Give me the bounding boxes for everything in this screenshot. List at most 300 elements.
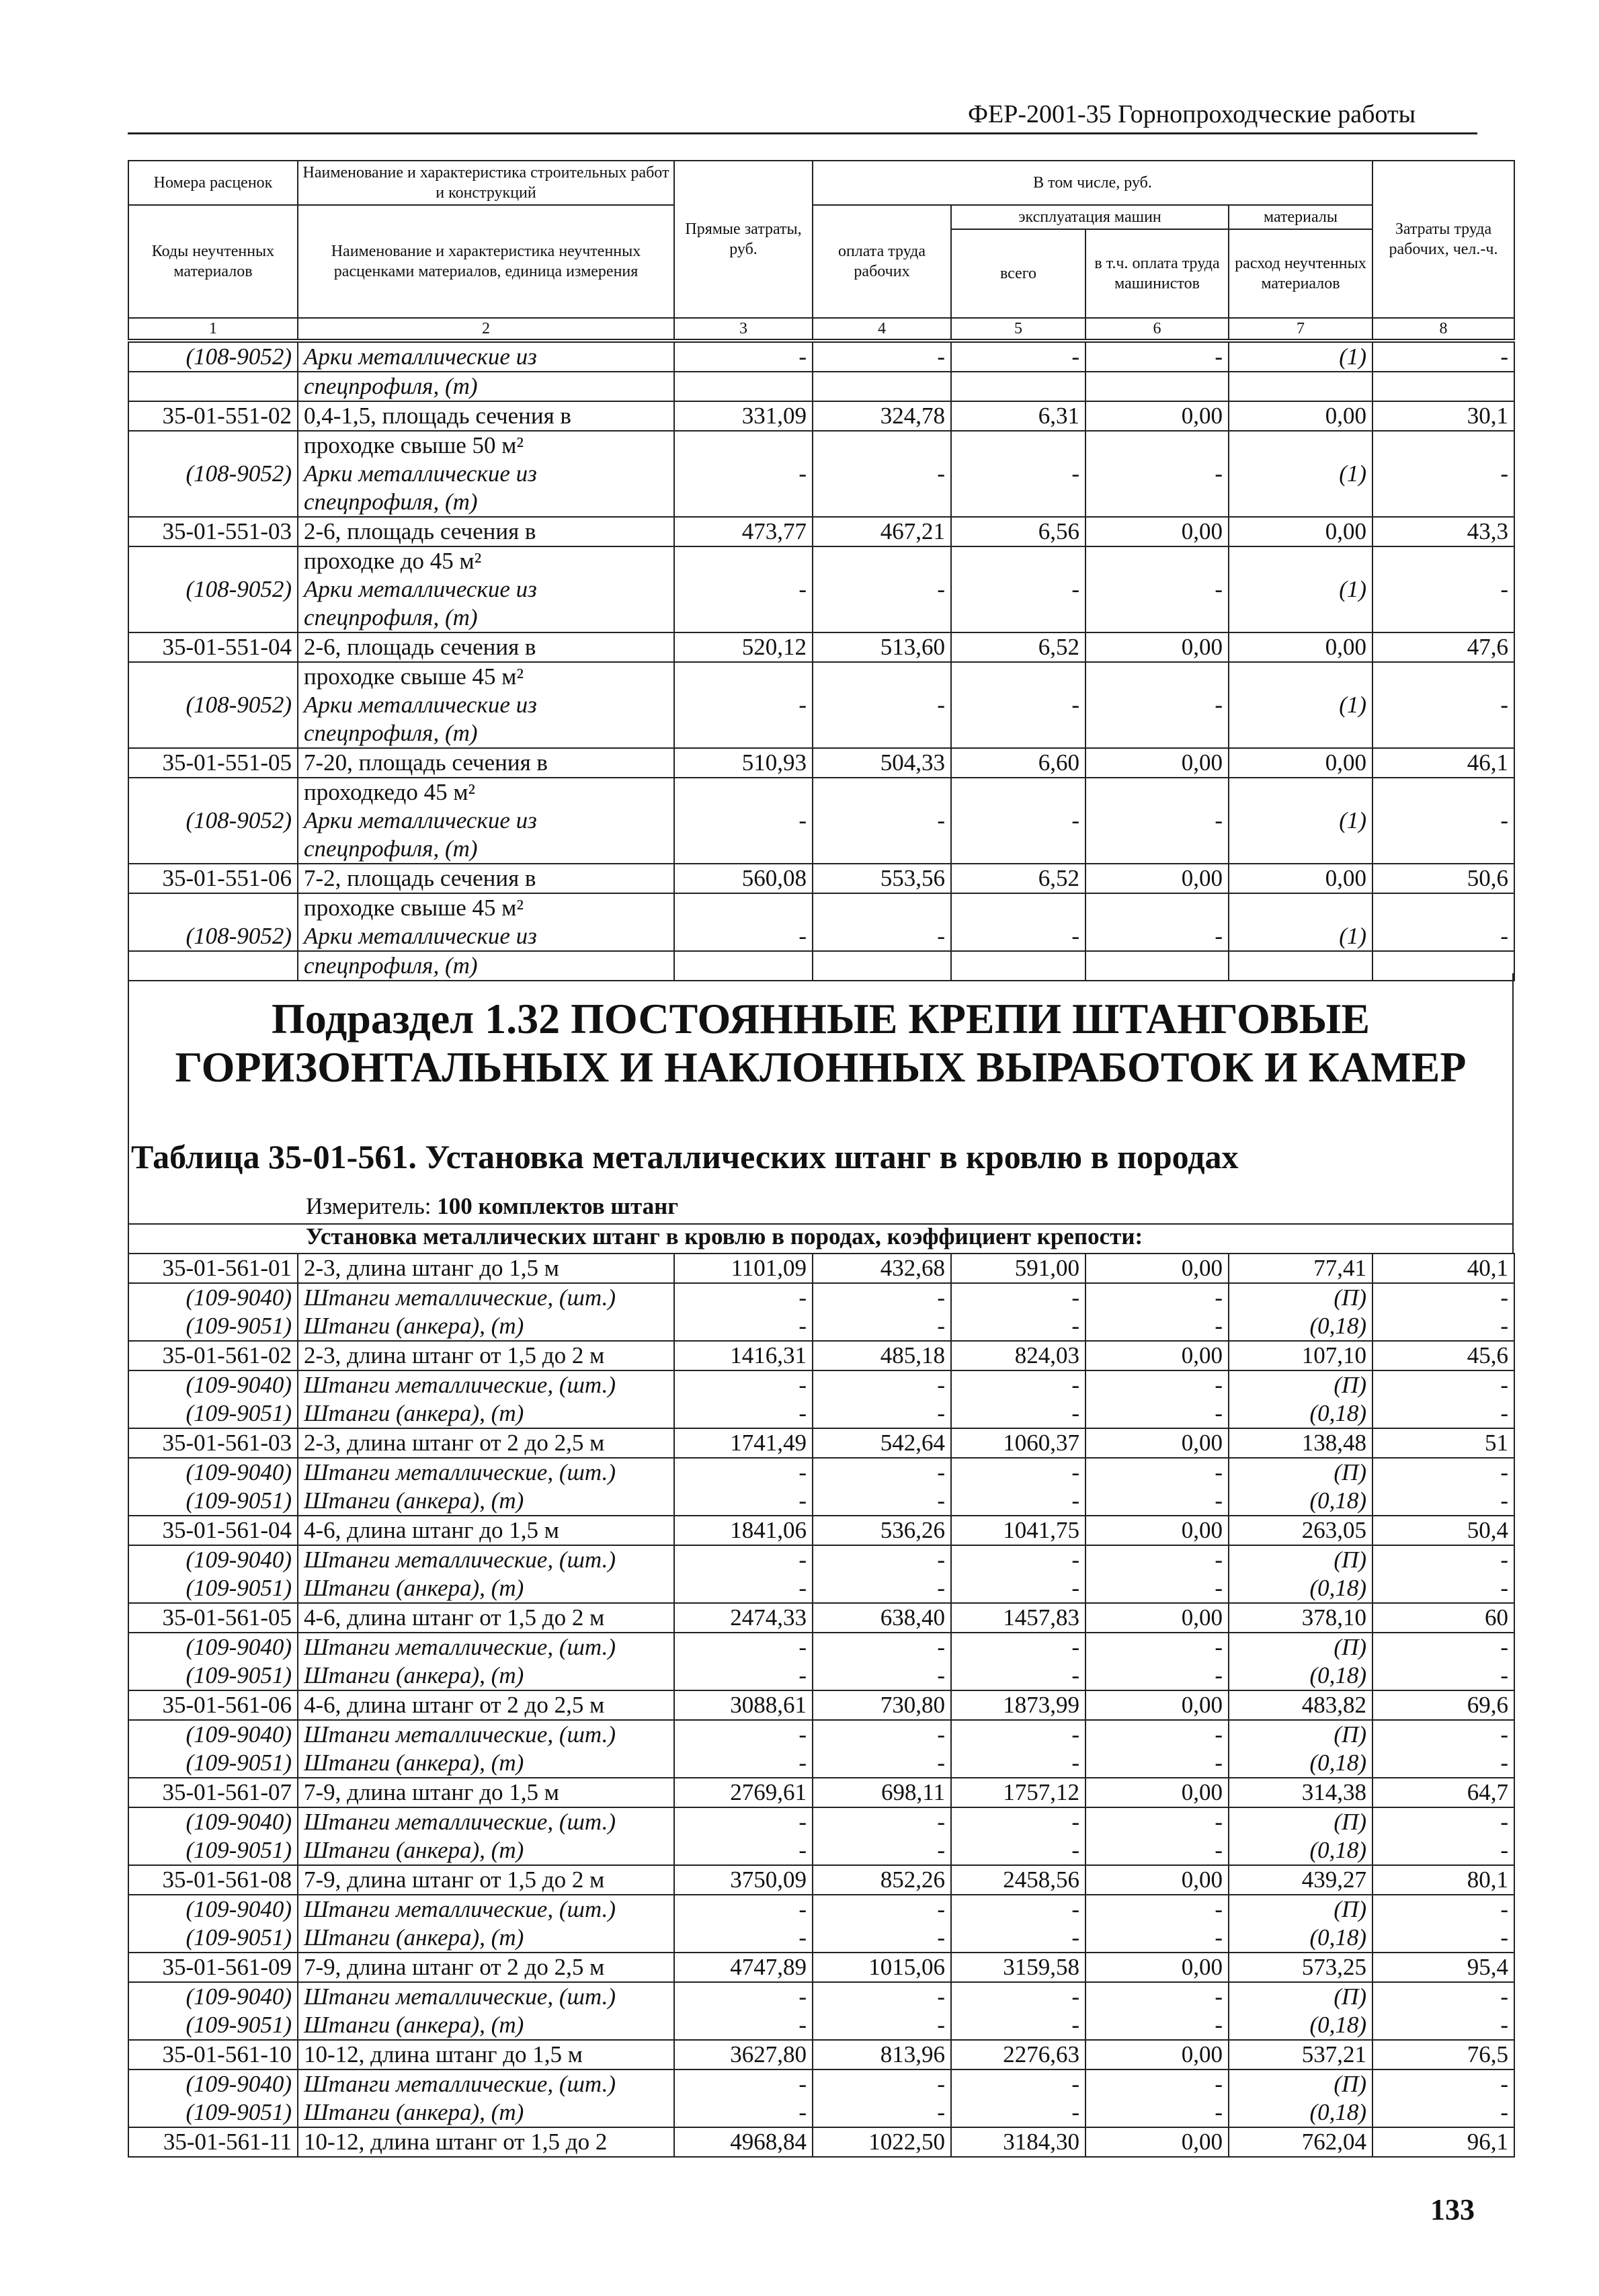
column-number-3: 3 <box>674 318 813 339</box>
labor-pay: 638,40 <box>813 1603 951 1633</box>
labor-hours: 80,1 <box>1372 1865 1514 1895</box>
rate-code: (108-9052) <box>128 575 298 604</box>
table-row <box>128 1720 1514 1749</box>
machinist-pay: - <box>1085 1399 1229 1428</box>
machines-total: - <box>951 342 1085 372</box>
direct-cost: - <box>674 342 813 372</box>
table-row <box>128 2098 1514 2127</box>
labor-hours: - <box>1372 1399 1514 1428</box>
direct-cost: - <box>674 575 813 604</box>
table-row <box>128 893 1514 922</box>
labor-pay: - <box>813 1458 951 1487</box>
work-name: проходке свыше 45 м² <box>298 662 674 691</box>
table-row <box>128 1953 1514 1982</box>
labor-pay: - <box>813 1312 951 1341</box>
materials <box>1229 835 1372 864</box>
labor-hours <box>1372 604 1514 632</box>
header-rule <box>128 132 1477 134</box>
work-name: Штанги металлические, (шт.) <box>298 1895 674 1924</box>
labor-hours: - <box>1372 2098 1514 2127</box>
direct-cost: 2474,33 <box>674 1603 813 1633</box>
machines-total <box>951 778 1085 807</box>
labor-pay: - <box>813 1662 951 1690</box>
work-name: проходкедо 45 м² <box>298 778 674 807</box>
rate-code <box>128 546 298 575</box>
page-number: 133 <box>1430 2193 1475 2226</box>
labor-hours: - <box>1372 1633 1514 1662</box>
col8-header: Затраты труда рабочих, чел.-ч. <box>1372 161 1514 318</box>
machinist-pay: - <box>1085 2069 1229 2098</box>
machinist-pay: - <box>1085 1487 1229 1516</box>
rate-code: (109-9051) <box>128 1662 298 1690</box>
labor-hours: 40,1 <box>1372 1254 1514 1283</box>
machines-total: 2458,56 <box>951 1865 1085 1895</box>
labor-pay: - <box>813 1982 951 2011</box>
direct-cost: 3627,80 <box>674 2040 813 2069</box>
machinist-pay: 0,00 <box>1085 401 1229 431</box>
subsection-title-line1: Подраздел 1.32 ПОСТОЯННЫЕ КРЕПИ ШТАНГОВЫЕ <box>271 995 1370 1042</box>
labor-hours <box>1372 488 1514 517</box>
direct-cost: - <box>674 2011 813 2040</box>
direct-cost <box>674 431 813 460</box>
direct-cost: 3750,09 <box>674 1865 813 1895</box>
machinist-pay: 0,00 <box>1085 517 1229 546</box>
table-row <box>128 1603 1514 1633</box>
materials: 0,00 <box>1229 748 1372 778</box>
col1-top-header: Номера расценок <box>128 161 298 205</box>
labor-pay: - <box>813 1545 951 1574</box>
materials: (1) <box>1229 922 1372 951</box>
direct-cost: - <box>674 1487 813 1516</box>
labor-pay <box>813 431 951 460</box>
work-name: Штанги (анкера), (т) <box>298 2098 674 2127</box>
materials: (1) <box>1229 575 1372 604</box>
table-row <box>128 342 1514 372</box>
machinist-pay: - <box>1085 2098 1229 2127</box>
direct-cost: - <box>674 1399 813 1428</box>
table-row <box>128 1428 1514 1458</box>
labor-pay: - <box>813 1836 951 1865</box>
work-name: 10-12, длина штанг от 1,5 до 2 <box>298 2127 674 2157</box>
labor-pay <box>813 778 951 807</box>
materials <box>1229 662 1372 691</box>
column-number-1: 1 <box>128 318 298 339</box>
work-name: спецпрофиля, (т) <box>298 951 674 981</box>
work-name: 7-9, длина штанг от 1,5 до 2 м <box>298 1865 674 1895</box>
labor-hours: - <box>1372 460 1514 488</box>
materials: (П) <box>1229 1370 1372 1399</box>
direct-cost: 331,09 <box>674 401 813 431</box>
labor-pay: - <box>813 807 951 835</box>
materials: (0,18) <box>1229 1662 1372 1690</box>
rate-code: (109-9051) <box>128 2098 298 2127</box>
direct-cost <box>674 372 813 401</box>
machinist-pay: - <box>1085 807 1229 835</box>
machinist-pay: 0,00 <box>1085 1603 1229 1633</box>
rate-code: (109-9051) <box>128 1312 298 1341</box>
labor-hours: - <box>1372 1662 1514 1690</box>
table-row <box>128 401 1514 431</box>
labor-hours <box>1372 431 1514 460</box>
labor-pay: 485,18 <box>813 1341 951 1370</box>
materials: (П) <box>1229 1895 1372 1924</box>
machines-total: - <box>951 2069 1085 2098</box>
direct-cost: - <box>674 2098 813 2127</box>
table-row <box>128 748 1514 778</box>
materials: (П) <box>1229 1545 1372 1574</box>
table-row <box>128 1865 1514 1895</box>
table-row <box>128 1836 1514 1865</box>
labor-hours: - <box>1372 1982 1514 2011</box>
direct-cost <box>674 662 813 691</box>
machines-total <box>951 662 1085 691</box>
work-name: Штанги металлические, (шт.) <box>298 1807 674 1836</box>
table-row <box>128 691 1514 719</box>
machinist-pay <box>1085 893 1229 922</box>
work-name: 2-6, площадь сечения в <box>298 517 674 546</box>
direct-cost: - <box>674 1924 813 1953</box>
table-row <box>128 835 1514 864</box>
labor-hours: - <box>1372 1545 1514 1574</box>
materials <box>1229 488 1372 517</box>
table-row <box>128 604 1514 632</box>
labor-hours: 64,7 <box>1372 1778 1514 1807</box>
rate-code: 35-01-561-10 <box>128 2040 298 2069</box>
rate-code: (109-9040) <box>128 1982 298 2011</box>
work-name: 7-2, площадь сечения в <box>298 864 674 893</box>
labor-pay: - <box>813 1399 951 1428</box>
rate-code: 35-01-561-02 <box>128 1341 298 1370</box>
table-row <box>128 2040 1514 2069</box>
labor-pay <box>813 488 951 517</box>
direct-cost: - <box>674 1982 813 2011</box>
machinist-pay: 0,00 <box>1085 864 1229 893</box>
col7-header: расход неучтенных материалов <box>1229 229 1372 318</box>
direct-cost: - <box>674 807 813 835</box>
work-name: спецпрофиля, (т) <box>298 372 674 401</box>
rate-code: (109-9051) <box>128 1574 298 1603</box>
labor-pay: - <box>813 1633 951 1662</box>
materials: (П) <box>1229 1633 1372 1662</box>
materials <box>1229 372 1372 401</box>
machinist-pay: 0,00 <box>1085 1254 1229 1283</box>
machines-total: - <box>951 807 1085 835</box>
work-name: Арки металлические из <box>298 460 674 488</box>
labor-hours: - <box>1372 1458 1514 1487</box>
labor-hours: - <box>1372 1807 1514 1836</box>
machinist-pay: - <box>1085 2011 1229 2040</box>
machinist-pay: 0,00 <box>1085 1953 1229 1982</box>
machines-total: 2276,63 <box>951 2040 1085 2069</box>
materials-group-header: материалы <box>1229 205 1372 229</box>
machinist-pay: - <box>1085 1312 1229 1341</box>
table-row <box>128 546 1514 575</box>
labor-pay: 553,56 <box>813 864 951 893</box>
machinist-pay <box>1085 778 1229 807</box>
direct-cost: 520,12 <box>674 632 813 662</box>
machines-total: - <box>951 1283 1085 1312</box>
machinist-pay: - <box>1085 1458 1229 1487</box>
rate-code: 35-01-561-04 <box>128 1516 298 1545</box>
materials: 0,00 <box>1229 632 1372 662</box>
labor-pay: - <box>813 1574 951 1603</box>
labor-pay: 536,26 <box>813 1516 951 1545</box>
labor-pay <box>813 719 951 748</box>
materials: (1) <box>1229 460 1372 488</box>
direct-cost: - <box>674 1836 813 1865</box>
materials <box>1229 719 1372 748</box>
machines-total: 1457,83 <box>951 1603 1085 1633</box>
machines-total: 6,56 <box>951 517 1085 546</box>
materials: (1) <box>1229 342 1372 372</box>
direct-cost <box>674 488 813 517</box>
direct-cost <box>674 893 813 922</box>
labor-pay: - <box>813 1720 951 1749</box>
table-row <box>128 517 1514 546</box>
machinist-pay: - <box>1085 1924 1229 1953</box>
materials: 314,38 <box>1229 1778 1372 1807</box>
column-number-2: 2 <box>298 318 674 339</box>
table-row <box>128 662 1514 691</box>
labor-pay: 852,26 <box>813 1865 951 1895</box>
work-name: Штанги (анкера), (т) <box>298 1924 674 1953</box>
rates-table-561 <box>128 1253 1515 2158</box>
materials <box>1229 546 1372 575</box>
running-header: ФЕР-2001-35 Горнопроходческие работы <box>968 100 1416 128</box>
materials: 439,27 <box>1229 1865 1372 1895</box>
machines-total: - <box>951 1720 1085 1749</box>
work-name: Арки металлические из <box>298 575 674 604</box>
table-row <box>128 1895 1514 1924</box>
work-name: Штанги (анкера), (т) <box>298 1574 674 1603</box>
table-row <box>128 1399 1514 1428</box>
machinist-pay: - <box>1085 1720 1229 1749</box>
machines-total: 6,52 <box>951 632 1085 662</box>
machinist-pay <box>1085 662 1229 691</box>
direct-cost: 2769,61 <box>674 1778 813 1807</box>
labor-pay: - <box>813 1283 951 1312</box>
direct-cost: 3088,61 <box>674 1690 813 1720</box>
work-name: Арки металлические из <box>298 807 674 835</box>
labor-hours <box>1372 372 1514 401</box>
machines-total: - <box>951 1836 1085 1865</box>
labor-hours <box>1372 778 1514 807</box>
col5-header: всего <box>951 229 1085 318</box>
table-title: Таблица 35-01-561. Установка металлических штанг в кровлю в породах <box>131 1138 1239 1176</box>
labor-pay: - <box>813 575 951 604</box>
rate-code <box>128 431 298 460</box>
direct-cost: 4747,89 <box>674 1953 813 1982</box>
machines-total: - <box>951 1399 1085 1428</box>
machines-group-header: эксплуатация машин <box>951 205 1229 229</box>
work-name: Штанги металлические, (шт.) <box>298 1720 674 1749</box>
direct-cost: - <box>674 1749 813 1778</box>
rate-code: 35-01-561-09 <box>128 1953 298 1982</box>
machines-total: 6,31 <box>951 401 1085 431</box>
materials: (1) <box>1229 691 1372 719</box>
table-row <box>128 719 1514 748</box>
rate-code: (108-9052) <box>128 807 298 835</box>
labor-pay: 504,33 <box>813 748 951 778</box>
column-number-6: 6 <box>1085 318 1229 339</box>
materials: 263,05 <box>1229 1516 1372 1545</box>
machinist-pay: - <box>1085 1895 1229 1924</box>
labor-hours: 76,5 <box>1372 2040 1514 2069</box>
labor-pay: - <box>813 460 951 488</box>
machines-total: - <box>951 1458 1085 1487</box>
work-name: Штанги металлические, (шт.) <box>298 1982 674 2011</box>
table-row <box>128 1341 1514 1370</box>
materials: 762,04 <box>1229 2127 1372 2157</box>
rate-code: 35-01-561-03 <box>128 1428 298 1458</box>
materials: (0,18) <box>1229 1749 1372 1778</box>
materials: 378,10 <box>1229 1603 1372 1633</box>
labor-hours: - <box>1372 2069 1514 2098</box>
machines-total <box>951 835 1085 864</box>
labor-pay: - <box>813 2069 951 2098</box>
materials: 0,00 <box>1229 864 1372 893</box>
machinist-pay: - <box>1085 1545 1229 1574</box>
machines-total: - <box>951 575 1085 604</box>
machines-total: 3159,58 <box>951 1953 1085 1982</box>
work-name: 4-6, длина штанг до 1,5 м <box>298 1516 674 1545</box>
labor-hours <box>1372 893 1514 922</box>
machines-total: - <box>951 460 1085 488</box>
materials: (1) <box>1229 807 1372 835</box>
rate-code: 35-01-561-01 <box>128 1254 298 1283</box>
work-name: Штанги (анкера), (т) <box>298 1312 674 1341</box>
machines-total <box>951 372 1085 401</box>
labor-hours: - <box>1372 922 1514 951</box>
labor-hours <box>1372 662 1514 691</box>
direct-cost <box>674 778 813 807</box>
subsection-title-line2: ГОРИЗОНТАЛЬНЫХ И НАКЛОННЫХ ВЫРАБОТОК И КАМЕР <box>175 1043 1467 1091</box>
materials: 483,82 <box>1229 1690 1372 1720</box>
direct-cost: 560,08 <box>674 864 813 893</box>
table-row <box>128 460 1514 488</box>
work-name: Штанги металлические, (шт.) <box>298 1370 674 1399</box>
table-row <box>128 488 1514 517</box>
direct-cost: - <box>674 691 813 719</box>
table-row <box>128 1487 1514 1516</box>
materials: (0,18) <box>1229 1924 1372 1953</box>
materials: (0,18) <box>1229 1574 1372 1603</box>
table-row <box>128 632 1514 662</box>
materials: (0,18) <box>1229 1487 1372 1516</box>
labor-pay <box>813 662 951 691</box>
col3-header: Прямые затраты, руб. <box>674 161 813 318</box>
labor-pay: - <box>813 1370 951 1399</box>
machines-total <box>951 431 1085 460</box>
machinist-pay: 0,00 <box>1085 1690 1229 1720</box>
work-name: 7-9, длина штанг до 1,5 м <box>298 1778 674 1807</box>
materials: 0,00 <box>1229 517 1372 546</box>
rate-code: (108-9052) <box>128 691 298 719</box>
machines-total <box>951 893 1085 922</box>
rate-code: (109-9040) <box>128 1458 298 1487</box>
column-number-5: 5 <box>951 318 1085 339</box>
rate-code: 35-01-561-05 <box>128 1603 298 1633</box>
labor-pay: - <box>813 1749 951 1778</box>
column-number-8: 8 <box>1372 318 1514 339</box>
labor-hours: 96,1 <box>1372 2127 1514 2157</box>
work-name: спецпрофиля, (т) <box>298 835 674 864</box>
col6-header: в т.ч. оплата труда машинистов <box>1085 229 1229 318</box>
subsection-title <box>128 995 1514 1092</box>
machines-total: - <box>951 2098 1085 2127</box>
rate-code: 35-01-561-08 <box>128 1865 298 1895</box>
rate-code: (109-9051) <box>128 1487 298 1516</box>
machinist-pay <box>1085 546 1229 575</box>
machinist-pay: 0,00 <box>1085 1865 1229 1895</box>
materials: (П) <box>1229 2069 1372 2098</box>
rate-code: (109-9040) <box>128 1895 298 1924</box>
machines-total: 1873,99 <box>951 1690 1085 1720</box>
labor-pay <box>813 604 951 632</box>
rate-code <box>128 488 298 517</box>
rate-code: (109-9051) <box>128 1924 298 1953</box>
direct-cost: - <box>674 922 813 951</box>
direct-cost: - <box>674 1720 813 1749</box>
direct-cost: 1741,49 <box>674 1428 813 1458</box>
group-title: Установка металлических штанг в кровлю в породах, коэффициент крепости: <box>306 1223 1143 1249</box>
labor-pay: - <box>813 691 951 719</box>
materials: (0,18) <box>1229 1312 1372 1341</box>
labor-pay: 467,21 <box>813 517 951 546</box>
rate-code: (108-9052) <box>128 342 298 372</box>
rate-code <box>128 604 298 632</box>
machinist-pay: - <box>1085 1836 1229 1865</box>
machinist-pay: - <box>1085 342 1229 372</box>
work-name: Штанги (анкера), (т) <box>298 1749 674 1778</box>
labor-hours: 30,1 <box>1372 401 1514 431</box>
machines-total <box>951 719 1085 748</box>
rate-code: 35-01-551-05 <box>128 748 298 778</box>
direct-cost: - <box>674 1895 813 1924</box>
direct-cost: 510,93 <box>674 748 813 778</box>
machines-total: - <box>951 1662 1085 1690</box>
machinist-pay: - <box>1085 1574 1229 1603</box>
machines-total: - <box>951 1633 1085 1662</box>
work-name: Штанги (анкера), (т) <box>298 1399 674 1428</box>
machinist-pay <box>1085 431 1229 460</box>
labor-pay: 730,80 <box>813 1690 951 1720</box>
labor-pay: - <box>813 1807 951 1836</box>
table-row <box>128 1516 1514 1545</box>
materials: (0,18) <box>1229 1836 1372 1865</box>
rate-code: 35-01-551-06 <box>128 864 298 893</box>
work-name: 10-12, длина штанг до 1,5 м <box>298 2040 674 2069</box>
machines-total: - <box>951 691 1085 719</box>
work-name: Штанги (анкера), (т) <box>298 1836 674 1865</box>
labor-pay <box>813 835 951 864</box>
labor-pay: - <box>813 1895 951 1924</box>
labor-hours: 69,6 <box>1372 1690 1514 1720</box>
rate-code <box>128 719 298 748</box>
materials: (П) <box>1229 1982 1372 2011</box>
table-row <box>128 1545 1514 1574</box>
machinist-pay: 0,00 <box>1085 2040 1229 2069</box>
machines-total: - <box>951 1807 1085 1836</box>
labor-hours: 51 <box>1372 1428 1514 1458</box>
col4-header: оплата труда рабочих <box>813 205 951 318</box>
column-number-row <box>128 318 1514 339</box>
col1-bottom-header: Коды неучтенных материалов <box>128 205 298 318</box>
labor-hours: - <box>1372 1720 1514 1749</box>
labor-hours: 50,6 <box>1372 864 1514 893</box>
direct-cost: - <box>674 1662 813 1690</box>
rate-code: 35-01-551-03 <box>128 517 298 546</box>
